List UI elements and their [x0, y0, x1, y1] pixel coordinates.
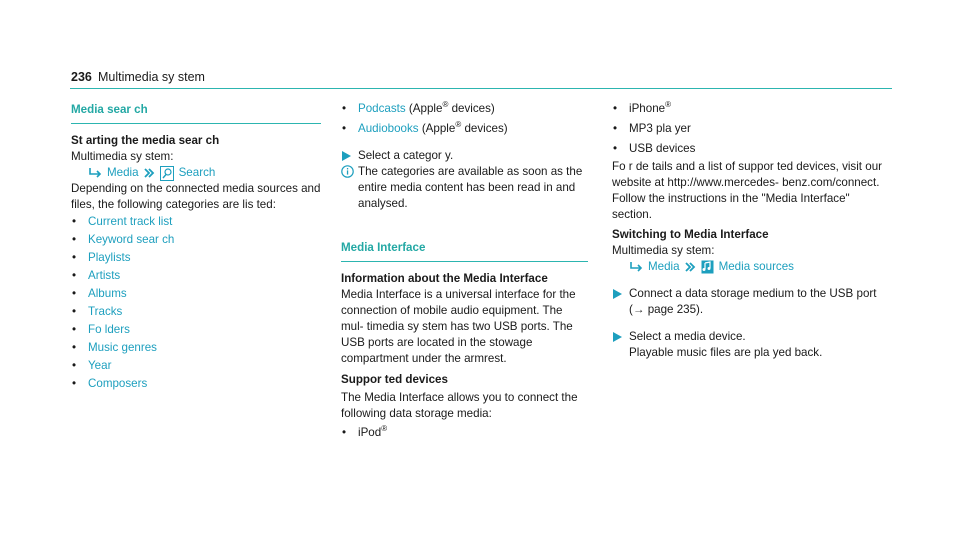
- step-select-category: Select a categor y.: [341, 148, 588, 164]
- search-icon: [160, 166, 174, 181]
- menu-path: [612, 259, 892, 275]
- section-title-media-search: Media sear ch: [71, 103, 148, 116]
- category-list: [71, 214, 321, 392]
- list-item[interactable]: • Music genres: [72, 341, 157, 354]
- category-albums[interactable]: Albums: [88, 287, 127, 300]
- device-usb: USB devices: [629, 142, 696, 155]
- info-note: The categories are available as soon as the entire media content has been read in and analysed.: [341, 164, 588, 212]
- list-item[interactable]: • Artists: [72, 269, 121, 282]
- category-list-continued: [341, 101, 588, 137]
- page-reference[interactable]: page 235).: [644, 303, 704, 316]
- path-arrow-icon: [88, 168, 102, 178]
- page-number: 236: [71, 70, 92, 84]
- page-section-title: Multimedia sy stem: [98, 70, 205, 84]
- category-playlists[interactable]: Playlists: [88, 251, 131, 264]
- list-item[interactable]: • Podcasts (Apple® devices): [342, 100, 495, 115]
- category-artists[interactable]: Artists: [88, 269, 121, 282]
- list-item: • USB devices: [613, 142, 696, 155]
- info-icon: [341, 165, 354, 178]
- device-list: [341, 425, 588, 441]
- device-mp3-player: MP3 pla yer: [629, 122, 691, 135]
- path-intro: Multimedia sy stem:: [71, 150, 174, 163]
- category-folders[interactable]: Fo lders: [88, 323, 130, 336]
- list-item[interactable]: • Keyword sear ch: [72, 233, 175, 246]
- double-chevron-icon: [144, 168, 155, 178]
- section-divider: [71, 123, 321, 124]
- device-list-continued: [612, 101, 892, 157]
- list-item: • iPod®: [342, 424, 388, 439]
- description: Depending on the connected media sources and files, the following categories are lis ted:: [71, 182, 321, 211]
- column-1: [71, 100, 321, 394]
- step-arrow-icon: [342, 151, 351, 161]
- step-arrow-icon: [613, 332, 622, 342]
- step-select-device: Select a media device.: [612, 329, 892, 345]
- section-divider: [341, 261, 588, 262]
- category-year[interactable]: Year: [88, 359, 112, 372]
- step-result: Playable music files are pla yed back.: [629, 346, 823, 359]
- category-current-track-list[interactable]: Current track list: [88, 215, 173, 228]
- category-music-genres[interactable]: Music genres: [88, 341, 157, 354]
- menu-link-search[interactable]: Search: [178, 166, 216, 179]
- column-2: [341, 100, 588, 443]
- media-sources-icon: [701, 260, 714, 274]
- supported-text: The Media Interface allows you to connect the following data storage media:: [341, 391, 578, 420]
- device-iphone: iPhone: [629, 102, 666, 115]
- menu-link-media[interactable]: Media: [107, 166, 139, 179]
- info-text: Media Interface is a universal interface for the connection of mobile audio equipment. The mul‐ timedia sy stem has two USB ports. The USB ports are located in the stowage compartment under the armrest.: [341, 288, 576, 365]
- column-3: [612, 100, 892, 361]
- list-item[interactable]: • Albums: [72, 287, 127, 300]
- step-connect-medium: Connect a data storage medium to the USB port (→ page 235).: [612, 286, 892, 318]
- list-item[interactable]: • Current track list: [72, 215, 173, 228]
- details-text: Fo r de tails and a list of suppor ted devices, visit our website at http://www.mercedes- benz.com/connect. Follow the instructions in the "Media Interface" section.: [612, 160, 883, 221]
- menu-link-media-sources[interactable]: Media sources: [718, 260, 794, 273]
- subheading-switching: Switching to Media Interface: [612, 228, 769, 241]
- double-chevron-icon: [685, 262, 696, 272]
- category-audiobooks[interactable]: Audiobooks: [358, 122, 419, 135]
- list-item: • MP3 pla yer: [613, 122, 691, 135]
- list-item: • iPhone®: [613, 100, 672, 115]
- category-composers[interactable]: Composers: [88, 377, 148, 390]
- step-arrow-icon: [613, 289, 622, 299]
- page-ref-arrow: →: [632, 303, 645, 316]
- device-ipod: iPod: [358, 426, 382, 439]
- list-item[interactable]: • Composers: [72, 377, 148, 390]
- header-divider: [70, 88, 892, 89]
- menu-link-media[interactable]: Media: [648, 260, 680, 273]
- category-tracks[interactable]: Tracks: [88, 305, 123, 318]
- list-item[interactable]: • Playlists: [72, 251, 131, 264]
- category-podcasts[interactable]: Podcasts: [358, 102, 406, 115]
- menu-path: [71, 165, 321, 181]
- list-item[interactable]: • Year: [72, 359, 112, 372]
- list-item[interactable]: • Tracks: [72, 305, 123, 318]
- category-keyword-search[interactable]: Keyword sear ch: [88, 233, 175, 246]
- subheading-information: Information about the Media Interface: [341, 272, 548, 285]
- list-item[interactable]: • Fo lders: [72, 323, 130, 336]
- section-title-media-interface: Media Interface: [341, 241, 426, 254]
- subheading-starting-search: St arting the media sear ch: [71, 134, 220, 147]
- list-item[interactable]: • Audiobooks (Apple® devices): [342, 120, 508, 135]
- path-arrow-icon: [629, 262, 643, 272]
- subheading-supported-devices: Suppor ted devices: [341, 373, 448, 386]
- path-intro: Multimedia sy stem:: [612, 244, 715, 257]
